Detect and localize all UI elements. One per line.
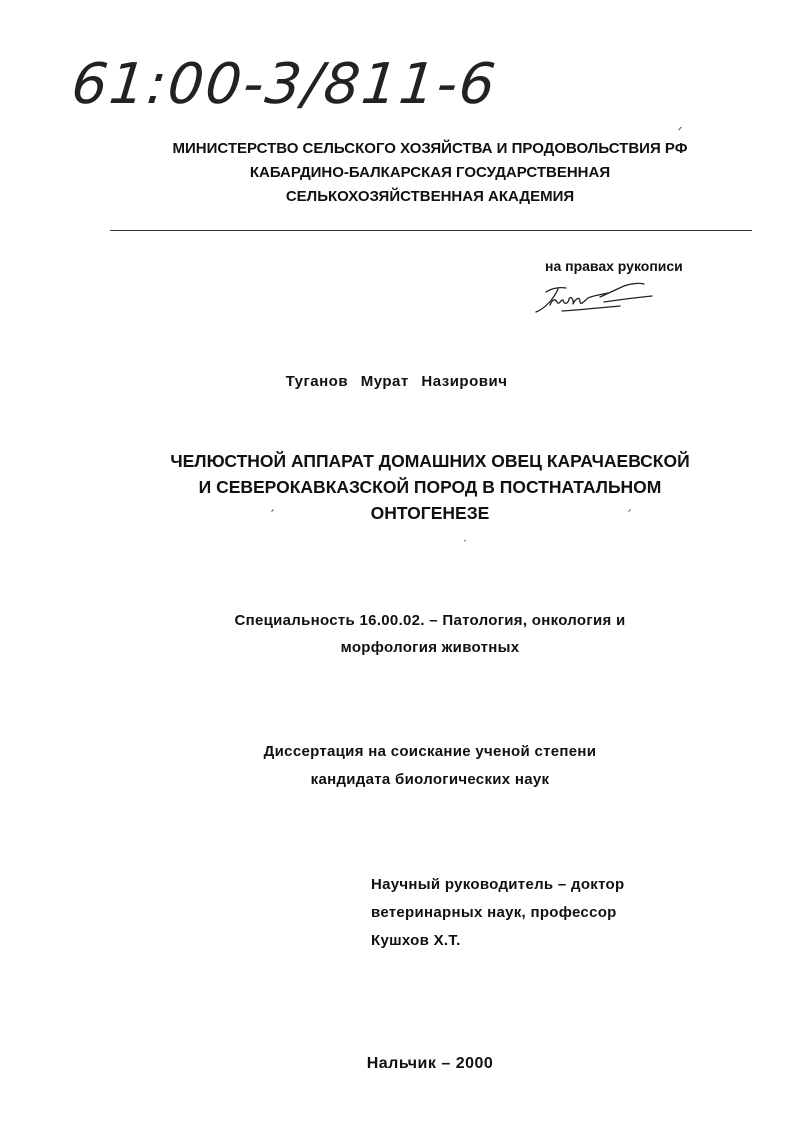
signature-icon bbox=[528, 278, 658, 324]
title-line-1: ЧЕЛЮСТНОЙ АППАРАТ ДОМАШНИХ ОВЕЦ КАРАЧАЕВСКОЙ bbox=[170, 451, 690, 471]
institution-header bbox=[100, 137, 760, 209]
scientific-supervisor bbox=[371, 871, 624, 955]
author-name: Туганов Мурат Назирович bbox=[285, 373, 508, 390]
supervisor-name: Кушхов Х.Т. bbox=[371, 932, 461, 949]
city-and-year: Нальчик – 2000 bbox=[366, 1055, 494, 1072]
specialty bbox=[100, 607, 760, 661]
title-line-3: ОНТОГЕНЕЗЕ bbox=[370, 503, 490, 523]
supervisor-line-1: Научный руководитель – доктор bbox=[371, 876, 625, 893]
specialty-line-2: морфология животных bbox=[340, 639, 520, 656]
degree-statement bbox=[100, 738, 760, 794]
dissertation-title bbox=[90, 448, 770, 526]
header-divider bbox=[110, 230, 752, 231]
ministry-name: МИНИСТЕРСТВО СЕЛЬСКОГО ХОЗЯЙСТВА И ПРОДОВОЛЬСТВИЯ РФ bbox=[172, 140, 688, 157]
handwritten-catalog-code: 61:00-3/811-6 bbox=[68, 52, 501, 117]
degree-line-1: Диссертация на соискание ученой степени bbox=[263, 743, 597, 760]
title-line-2: И СЕВЕРОКАВКАЗСКОЙ ПОРОД В ПОСТНАТАЛЬНОМ bbox=[198, 477, 662, 497]
scan-speck bbox=[464, 539, 466, 541]
manuscript-rights-note: на правах рукописи bbox=[545, 258, 683, 274]
scan-speck bbox=[678, 127, 681, 131]
academy-name-line2: СЕЛЬКОХОЗЯЙСТВЕННАЯ АКАДЕМИЯ bbox=[285, 188, 575, 205]
supervisor-line-2: ветеринарных наук, профессор bbox=[371, 904, 617, 921]
academy-name-line1: КАБАРДИНО-БАЛКАРСКАЯ ГОСУДАРСТВЕННАЯ bbox=[249, 164, 611, 181]
specialty-line-1: Специальность 16.00.02. – Патология, онкология и bbox=[234, 612, 626, 629]
degree-line-2: кандидата биологических наук bbox=[310, 771, 550, 788]
